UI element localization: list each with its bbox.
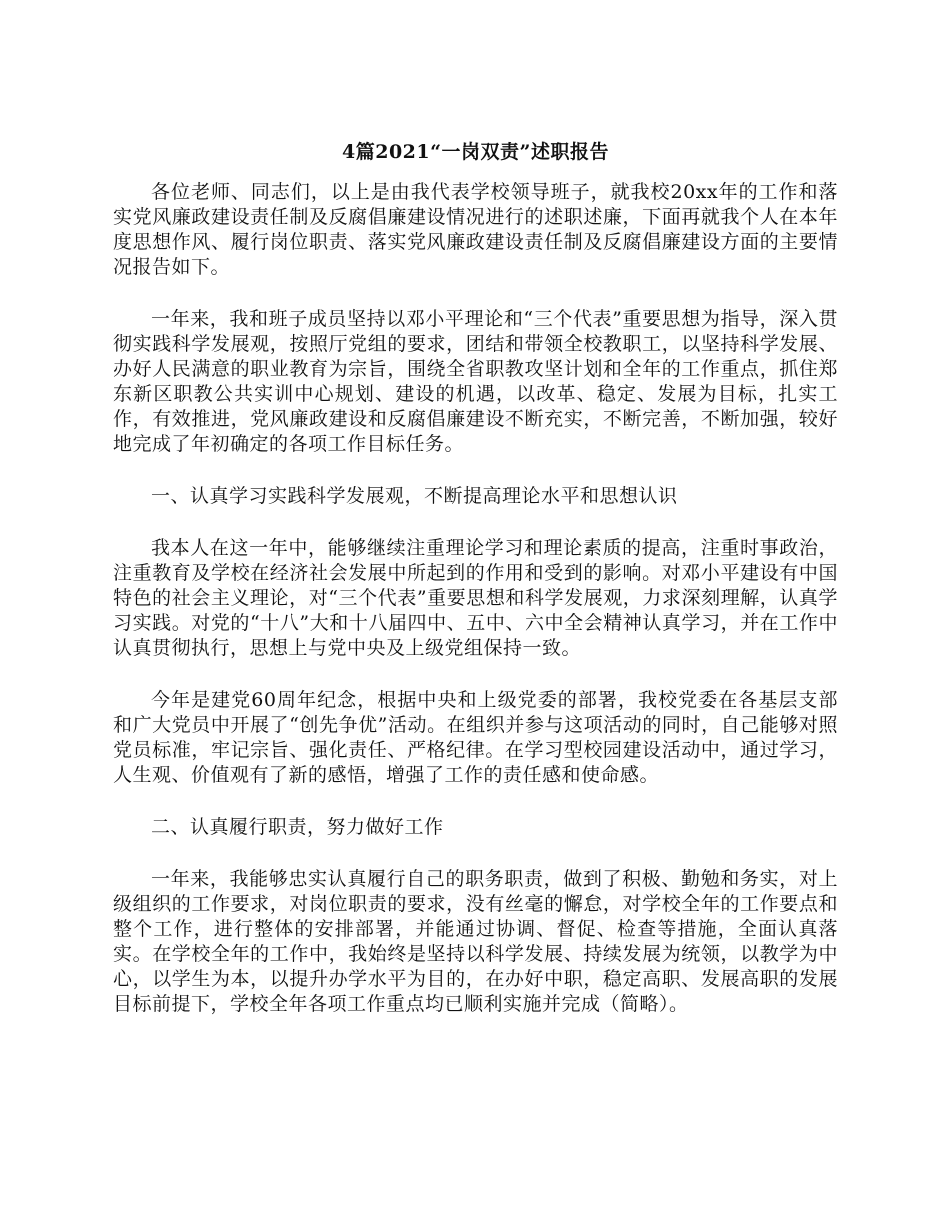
document-page [113, 138, 838, 1044]
section-heading-2: 二、认真履行职责，努力做好工作 [151, 816, 444, 838]
paragraph-study: 我本人在这一年中，能够继续注重理论学习和理论素质的提高，注重时事政治，注重教育及学校在经济社会发展中所起到的作用和受到的影响。对邓小平建设有中国特色的社会主义理论，对“三个代表”重要思想和科学发展观，力求深刻理解，认真学习实践。对党的“十八”大和十八届四中、五中、六中全会精神认真学习，并在工作中认真贯彻执行，思想上与党中央及上级党组保持一致。 [113, 537, 838, 659]
paragraph-duties: 一年来，我能够忠实认真履行自己的职务职责，做到了积极、勤勉和务实，对上级组织的工作要求，对岗位职责的要求，没有丝毫的懈怠，对学校全年的工作要点和整个工作，进行整体的安排部署，并能通过协调、督促、检查等措施，全面认真落实。在学校全年的工作中，我始终是坚持以科学发展、持续发展为统领，以教学为中心，以学生为本，以提升办学水平为目的，在办好中职，稳定高职、发展高职的发展目标前提下，学校全年各项工作重点均已顺利实施并完成（简略）。 [113, 868, 838, 1015]
paragraph-anniversary: 今年是建党60周年纪念，根据中央和上级党委的部署，我校党委在各基层支部和广大党员中开展了“创先争优”活动。在组织并参与这项活动的同时，自己能够对照党员标准，牢记宗旨、强化责任、严格纪律。在学习型校园建设活动中，通过学习，人生观、价值观有了新的感悟，增强了工作的责任感和使命感。 [113, 689, 838, 786]
document-title: 4篇2021“一岗双责”述职报告 [342, 141, 609, 163]
paragraph-intro: 各位老师、同志们，以上是由我代表学校领导班子，就我校20xx年的工作和落实党风廉政建设责任制及反腐倡廉建设情况进行的述职述廉，下面再就我个人在本年度思想作风、履行岗位职责、落实党风廉政建设责任制及反腐倡廉建设方面的主要情况报告如下。 [113, 181, 838, 278]
section-heading-1: 一、认真学习实践科学发展观，不断提高理论水平和思想认识 [151, 485, 678, 507]
paragraph-overview: 一年来，我和班子成员坚持以邓小平理论和“三个代表”重要思想为指导，深入贯彻实践科学发展观，按照厅党组的要求，团结和带领全校教职工，以坚持科学发展、办好人民满意的职业教育为宗旨，围绕全省职教攻坚计划和全年的工作重点，抓住郑东新区职教公共实训中心规划、建设的机遇，以改革、稳定、发展为目标，扎实工作，有效推进，党风廉政建设和反腐倡廉建设不断充实，不断完善，不断加强，较好地完成了年初确定的各项工作目标任务。 [113, 308, 838, 455]
